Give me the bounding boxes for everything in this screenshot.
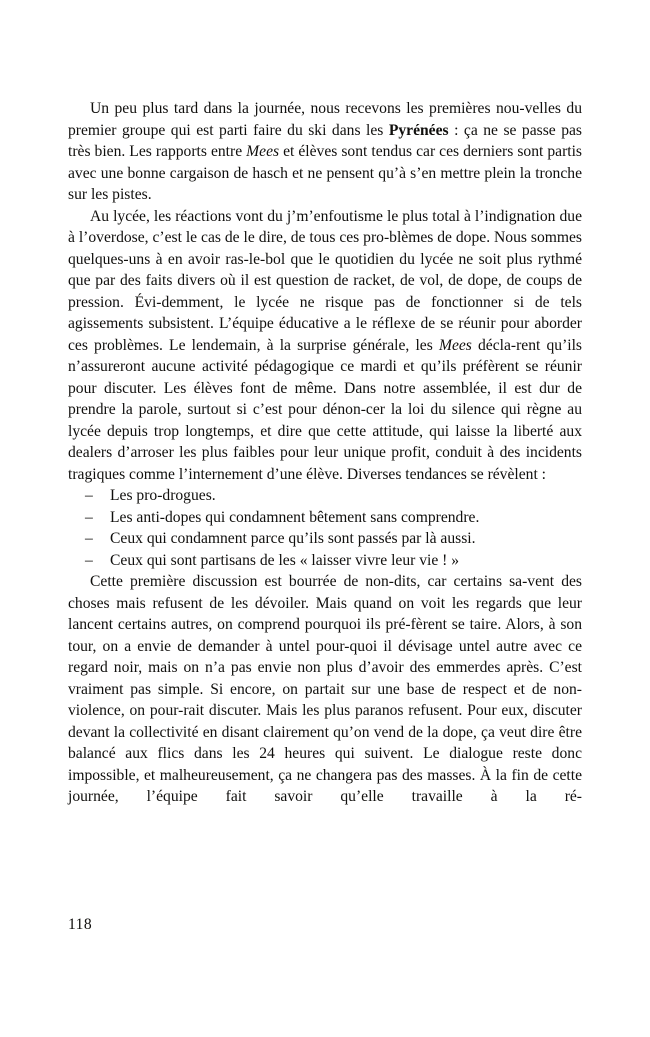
paragraph-3	[68, 571, 582, 829]
dash-marker: –	[85, 487, 93, 504]
list-item-label: Ceux qui sont partisans de les « laisser vivre leur vie ! »	[110, 551, 460, 569]
text-run: Un peu plus tard dans la journée, nous recevons les premières nou-velles du premier groupe qui est parti faire du ski dans les	[68, 100, 582, 139]
dash-marker: –	[85, 551, 93, 569]
list-item	[68, 550, 582, 572]
list-item	[68, 485, 582, 507]
emphasis-italic: Mees	[438, 336, 472, 354]
list-item-label: Les pro-drogues.	[110, 487, 216, 504]
tendency-list	[68, 485, 582, 571]
page-number: 118	[68, 916, 93, 933]
text-run: et élèves sont tendus car ces derniers sont partis avec une bonne cargaison de hasch et ne pensent qu’à s’en mettre plein la tronche sur les pistes.	[68, 143, 582, 203]
list-item-label: Ceux qui condamnent parce qu’ils sont passés par là aussi.	[110, 530, 476, 547]
paragraph-1	[68, 98, 582, 206]
list-item	[68, 528, 582, 550]
text-run: décla-rent qu’ils n’assureront aucune activité pédagogique ce mardi et qu’ils préfèrent se réunir pour discuter. Les élèves font de même. Dans notre assemblée, il est dur de prendre la parole, surtout si c’est pour dénon-cer la loi du silence qui règne au lycée depuis trop longtemps, et dire que cette attitude, qui laisse la liberté aux dealers d’arroser les plus faibles pour leur unique profit, conduit à des incidents tragiques comme l’internement d’une élève. Diverses tendances se révèlent :	[68, 336, 582, 483]
emphasis-italic: Mees	[246, 143, 280, 160]
text-run: Au lycée, les réactions vont du j’m’enfoutisme le plus total à l’indignation due à l’overdose, c’est le cas de le dire, de tous ces pro-blèmes de dope. Nous sommes quelques-uns à en avoir ras-le-bol que le quotidien du lycée ne soit plus rythmé que par des faits divers où il est question de racket, de vol, de dope, de coups de pression. Évi-demment, le lycée ne risque pas de fonctionner si de tels agissements subsistent. L’équipe éducative a le réflexe de se réunir pour aborder ces problèmes. Le lendemain, à la surprise générale, les	[68, 207, 582, 354]
paragraph-2	[68, 206, 582, 486]
text-run: Cette première discussion est bourrée de non-dits, car certains sa-vent des choses mais refusent de les dévoiler. Mais quand on voit les regards que leur lancent certains autres, on comprend pourquoi ils pré-fèrent se taire. Alors, à son tour, on a envie de demander à untel pour-quoi il dévisage untel autre avec ce regard noir, mais on n’a pas envie non plus d’avoir des emmerdes après. C’est vraiment pas simple. Si encore, on partait sur une base de respect et de non-violence, on pour-rait discuter. Mais les plus paranos refusent. Pour eux, discuter devant la collectivité en disant clairement qu’on vend de la dope, ça veut dire être balancé aux flics dans les 24 heures qui suivent. Le dialogue reste donc impossible, et malheureusement, ça ne changera pas des masses. À la fin de cette journée, l’équipe fait savoir qu’elle travaille à la ré-	[68, 573, 582, 805]
emphasis-bold: Pyrénées	[388, 121, 449, 139]
page-text-block	[68, 98, 582, 829]
dash-marker: –	[85, 530, 93, 547]
list-item	[68, 507, 582, 529]
list-item-label: Les anti-dopes qui condamnent bêtement sans comprendre.	[110, 508, 480, 526]
dash-marker: –	[85, 508, 93, 526]
text-run: : ça ne se passe pas très bien. Les rapports entre	[68, 121, 582, 160]
